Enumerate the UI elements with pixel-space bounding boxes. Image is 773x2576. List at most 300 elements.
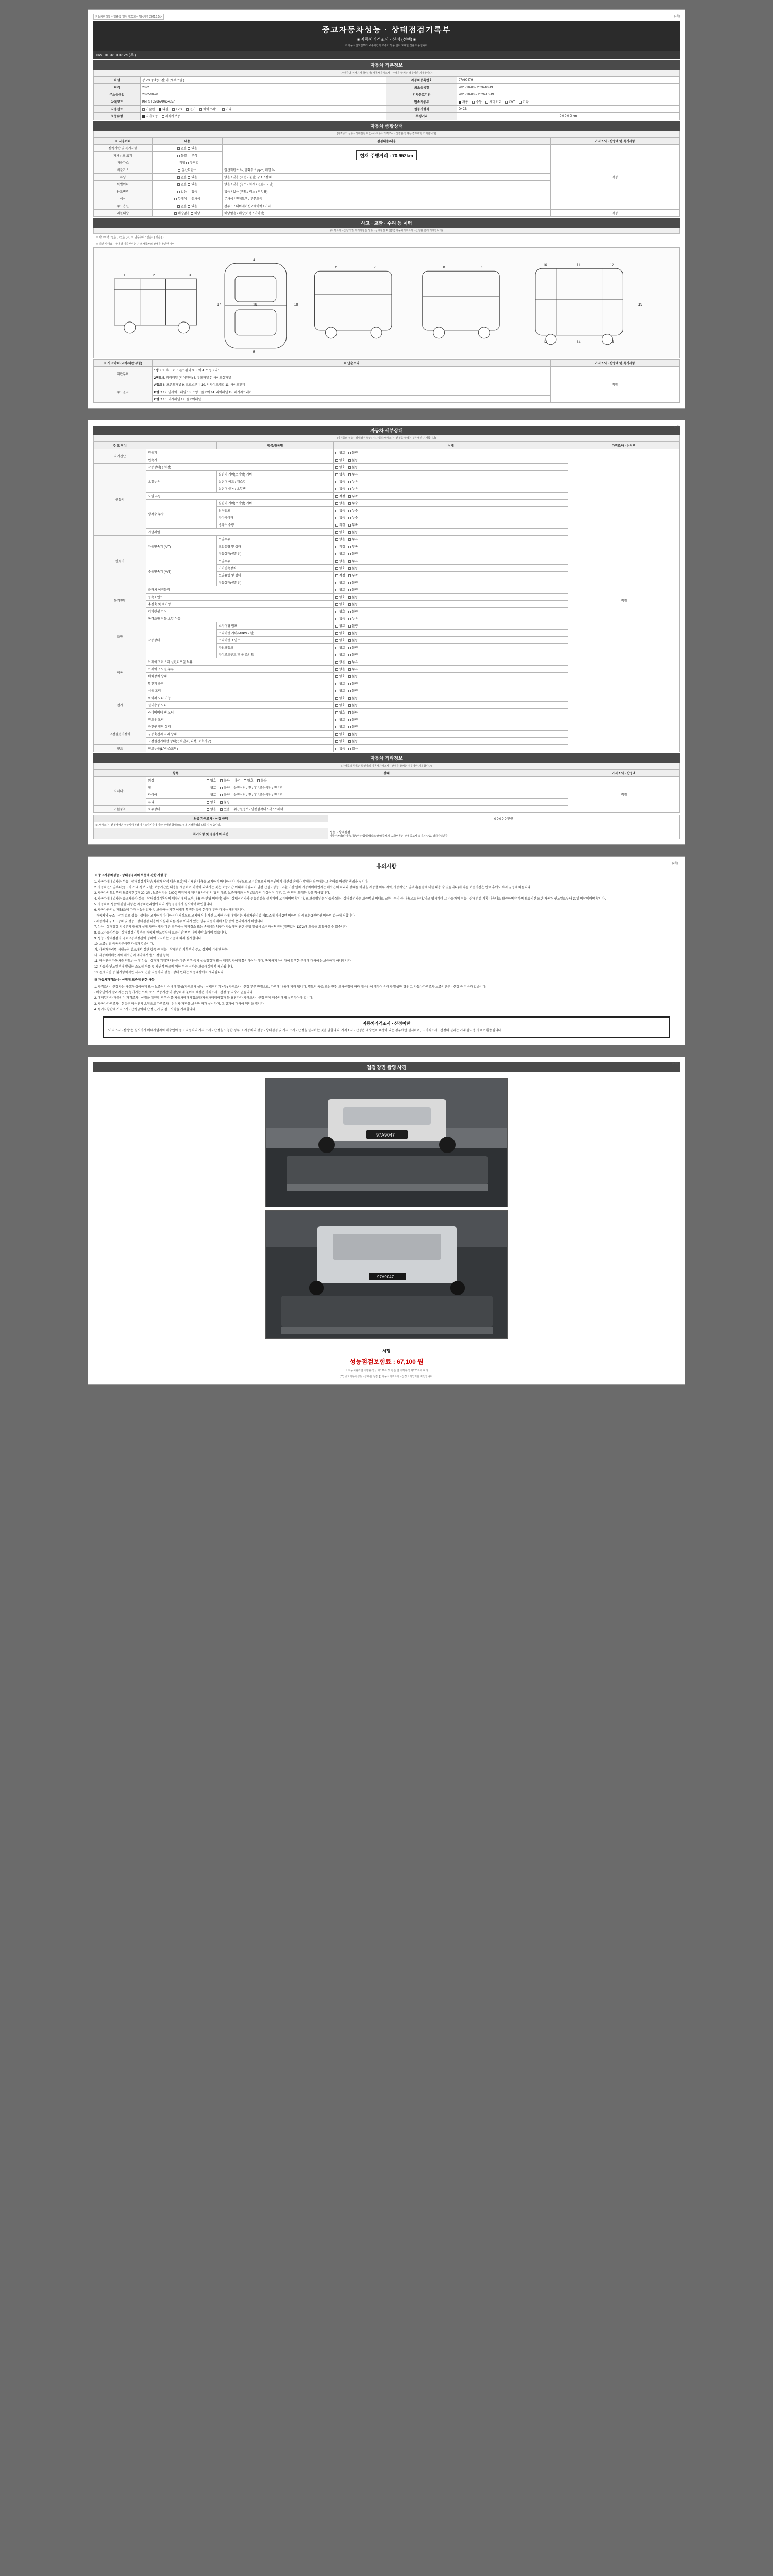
page-number-1: (1쪽) <box>674 15 680 18</box>
state-option[interactable]: 양호 <box>335 703 345 707</box>
special-note-value <box>328 828 679 839</box>
sub-coolant-quantity: 냉각수 수량 <box>216 521 333 529</box>
rank-label: 1랭크 <box>154 369 162 372</box>
state-option[interactable]: 양호 <box>335 717 345 722</box>
state-option[interactable]: 양호 <box>244 778 254 783</box>
state-option[interactable]: 누유 <box>348 659 358 664</box>
checkbox-icon[interactable] <box>191 212 193 215</box>
state-option[interactable]: 불량 <box>348 739 358 743</box>
state-option[interactable]: 양호 <box>335 645 345 650</box>
svg-text:7: 7 <box>374 266 376 270</box>
state-option[interactable]: 적정 <box>335 494 345 498</box>
state-option[interactable]: 양호 <box>335 530 345 534</box>
state-cell <box>334 658 568 666</box>
checkbox-icon[interactable] <box>186 162 189 164</box>
label-vin: 차체코드 <box>94 98 141 106</box>
item-brake-master-leak: 브레이크 마스터 실린더오일 누유 <box>146 658 334 666</box>
state-option[interactable]: 양호 <box>335 587 345 592</box>
state-cell <box>334 644 568 651</box>
checkbox-icon[interactable] <box>177 191 180 193</box>
state-option[interactable]: 불량 <box>348 457 358 462</box>
state-option[interactable]: 불량 <box>220 785 230 790</box>
transmission-option[interactable]: 자동 <box>459 99 468 104</box>
row-content: 해당없음 해당 <box>152 210 222 217</box>
state-option[interactable]: 양호 <box>207 785 216 790</box>
checkbox-icon <box>348 719 351 721</box>
state-cell <box>334 543 568 550</box>
state-cell <box>334 586 568 594</box>
checkbox-icon <box>348 560 351 563</box>
wheel-positions: 운전석전 / 전 / 후 / 조수석전 / 전 / 후 <box>233 787 283 790</box>
list-item: 4. 특기사항란에 가격조사 · 산정금액의 산정 근거 및 참고사항을 기재합니다. <box>94 1008 196 1011</box>
checkbox-icon[interactable] <box>178 169 180 172</box>
label-car-name: 차명 <box>94 77 141 84</box>
state-option[interactable]: 불량 <box>348 645 358 650</box>
state-option[interactable]: 불량 <box>348 638 358 642</box>
header-simple-repair: ※ 단순수리 <box>152 360 550 367</box>
row-label-inspection: 산정기반 및 특기사항 <box>94 145 153 152</box>
state-option[interactable]: 불량 <box>348 631 358 635</box>
item-alternator-output: 발전기 출력 <box>146 680 334 687</box>
state-cell <box>205 777 568 784</box>
svg-text:8: 8 <box>443 266 445 270</box>
state-cell <box>205 806 568 813</box>
checkbox-icon <box>335 639 338 642</box>
state-option[interactable]: 불량 <box>348 732 358 736</box>
state-option[interactable]: 양호 <box>335 724 345 729</box>
state-cell <box>205 791 568 799</box>
row-label-vin-mark: 자체번호 표기 <box>94 152 153 159</box>
list-item: 6. 자동차관리법 제58조에 따라 성능점검자 및 보증하는 기간 이내에 발생한 것에 한하며 부품 대체는 제외합니다. <box>94 909 245 912</box>
state-option[interactable]: 불량 <box>348 566 358 570</box>
state-option[interactable]: 양호 <box>335 457 345 462</box>
group-engine: 원동기 <box>94 464 146 536</box>
document-title: 중고자동차성능 · 상태점검기록부 <box>322 26 451 35</box>
checkbox-icon <box>348 488 351 490</box>
state-option[interactable]: 없음 <box>335 479 345 484</box>
state-option[interactable]: 불량 <box>348 587 358 592</box>
table-row <box>94 815 680 822</box>
table-row <box>94 145 680 152</box>
other-info-table <box>93 769 680 813</box>
label-engine-type: 원동기형식 <box>386 106 457 113</box>
state-option[interactable]: 불량 <box>348 724 358 729</box>
state-option[interactable]: 누수 <box>348 501 358 505</box>
state-option[interactable]: 양호 <box>335 732 345 736</box>
state-option[interactable]: 없음 <box>335 659 345 664</box>
value-registration-date: 2022-10-20 <box>140 91 386 98</box>
state-option[interactable]: 불량 <box>220 800 230 804</box>
checkbox-icon[interactable] <box>176 162 178 164</box>
fuel-option[interactable]: LPG <box>172 108 182 111</box>
row-detail: 무채색 / 전체도색 / 부분도색 <box>223 195 551 202</box>
list-item: 3. 자동차가격조사 · 산정은 매수인의 요청으로 가격조사 · 산정자 자격을 보유한 자가 실시하며, 그 결과에 대하여 책임을 집니다. <box>94 1002 265 1006</box>
table-row <box>94 84 680 91</box>
checkbox-icon <box>335 589 338 591</box>
value-fuel <box>140 106 386 113</box>
state-option[interactable]: 양호 <box>335 739 345 743</box>
state-option[interactable]: 누수 <box>348 508 358 513</box>
checkbox-icon <box>142 108 145 111</box>
checkbox-icon <box>335 618 338 620</box>
tire-positions: 운전석전 / 전 / 후 / 조수석전 / 전 / 후 <box>233 794 283 797</box>
state-option[interactable]: 양호 <box>335 696 345 700</box>
checkbox-icon[interactable] <box>188 147 190 150</box>
warranty-option[interactable]: 자가보증 <box>142 114 158 118</box>
checkbox-icon[interactable] <box>177 155 180 157</box>
state-option[interactable]: 양호 <box>335 631 345 635</box>
state-option[interactable]: 없음 <box>335 508 345 513</box>
item-wiper-motor: 와이퍼 모터 기능 <box>146 694 334 702</box>
checkbox-icon <box>348 726 351 728</box>
state-option[interactable]: 양호 <box>335 551 345 556</box>
checkbox-icon <box>348 661 351 664</box>
group-electrical: 전기 <box>94 687 146 723</box>
checkbox-icon <box>335 538 338 541</box>
checkbox-icon <box>335 603 338 606</box>
inspection-fee: 성능점검보험료 : 67,100 원 <box>349 1358 424 1365</box>
state-option[interactable]: 불량 <box>348 696 358 700</box>
list-item: 가. 자동차관리법 시행규칙 별표에서 정한 항목 중 성능 · 상태점검 기록부의 주요 장치에 기재된 항목 <box>94 948 228 952</box>
checkbox-icon <box>186 108 189 111</box>
state-option[interactable]: 양호 <box>335 652 345 657</box>
header-other-item: 항목 <box>146 770 205 777</box>
checkbox-icon <box>348 697 351 700</box>
checkbox-checked-icon <box>459 101 461 104</box>
state-option[interactable]: 불량 <box>348 609 358 614</box>
price-note-cell: 적정 <box>550 145 679 210</box>
checkbox-icon <box>348 683 351 685</box>
state-option[interactable]: 불량 <box>348 623 358 628</box>
checkbox-icon[interactable] <box>188 176 190 179</box>
item-brake-oil-leak: 브레이크 오일 누유 <box>146 666 334 673</box>
svg-text:97A9047: 97A9047 <box>376 1132 395 1138</box>
state-option[interactable]: 누유 <box>348 667 358 671</box>
item-transmission-diag: 변속기 <box>146 456 334 464</box>
state-option[interactable]: 부족 <box>348 494 358 498</box>
state-option[interactable]: 불량 <box>220 792 230 797</box>
checkbox-icon <box>348 654 351 656</box>
checkbox-icon <box>505 101 508 104</box>
item-engine-diag: 원동기 <box>146 449 334 456</box>
state-option[interactable]: 양호 <box>335 710 345 715</box>
state-option[interactable]: 없음 <box>335 558 345 563</box>
checkbox-icon <box>348 473 351 476</box>
detail-price-note: 적정 <box>568 449 679 752</box>
checkbox-icon <box>207 779 209 782</box>
header-other-state: 상태 <box>205 770 568 777</box>
checkbox-icon <box>348 668 351 671</box>
state-option[interactable]: 양호 <box>335 602 345 606</box>
state-option[interactable]: 없음 <box>335 472 345 477</box>
state-option[interactable]: 없음 <box>335 537 345 541</box>
state-option[interactable]: 없음 <box>335 667 345 671</box>
row-rank-a <box>152 381 550 388</box>
sub-mt-operation: 작동상태(공회전) <box>216 579 333 586</box>
section-basic-info-note: (자격증명 기재기재 확인(서) 자동차가격조사 · 산정을 함께는 경우에만 기재합니다) <box>93 70 680 76</box>
state-option[interactable]: 불량 <box>348 595 358 599</box>
state-option[interactable]: 적정 <box>335 544 345 549</box>
item-fuel-leak: 연료누출(LP가스포함) <box>146 745 334 752</box>
checkbox-icon[interactable] <box>174 212 177 215</box>
checkbox-icon <box>348 546 351 548</box>
checkbox-icon <box>348 582 351 584</box>
state-option[interactable]: 있음 <box>220 807 230 811</box>
other-price-note: 적정 <box>568 777 679 813</box>
state-option[interactable]: 누유 <box>348 479 358 484</box>
definition-text: "가격조사 · 산정"은 실시기가 매매사업자와 매수인이 중고 자동차의 가격 조사 · 산정을 요청한 경우 그 자동차의 성능 · 상태점검 및 가격 조사 · 산정을 실시하는 것을 말합니다. 가격조사 · 산정은 매수인의 요청이 있는 경우에만 실시하며, 그 가격조사 · 산정의 결과는 거래 참고용 자료로 활용됩니다. <box>108 1029 502 1032</box>
row-detail: 선루프 / 내비게이션 / 에어백 / 기타 <box>223 202 551 210</box>
checkbox-icon <box>335 690 338 692</box>
fuel-option[interactable]: 가솔린 <box>142 107 155 111</box>
state-option[interactable]: 양호 <box>335 674 345 679</box>
item-starter-motor: 시동 모터 <box>146 687 334 694</box>
rank-label: A랭크 <box>154 384 162 387</box>
header-sub-item: 항목/항목명 <box>216 442 333 449</box>
value-mileage: 0 0 0 0 0 km <box>457 113 679 120</box>
checkbox-icon <box>519 101 522 104</box>
state-cell <box>205 784 568 791</box>
state-option[interactable]: 누유 <box>348 537 358 541</box>
checkbox-icon[interactable] <box>177 147 180 150</box>
checkbox-icon <box>348 466 351 469</box>
item-drive-shaft: 추진축 및 베어링 <box>146 601 334 608</box>
row-label-color: 색상 <box>94 195 153 202</box>
sub-at-oil-leak: 오일누유 <box>216 536 333 543</box>
fuel-option[interactable]: 디젤 <box>159 107 169 111</box>
checkbox-icon <box>335 625 338 628</box>
state-option[interactable]: 양호 <box>207 800 216 804</box>
checkbox-icon <box>335 466 338 469</box>
notices-subtitle-1: ※ 중고자동차성능 · 상태점검자의 보증에 관한 사항 등 <box>94 874 167 877</box>
state-option[interactable]: 불량 <box>348 602 358 606</box>
checkbox-icon[interactable] <box>188 205 190 208</box>
checkbox-icon <box>207 787 209 789</box>
list-item: 5. 자동차의 성능에 관한 사항은 자동차관리법에 따라 성능점검자가 실시하여 확인합니다. <box>94 903 213 907</box>
state-option[interactable]: 양호 <box>335 623 345 628</box>
state-option[interactable]: 불량 <box>348 551 358 556</box>
state-option[interactable]: 적정 <box>335 573 345 578</box>
item-exterior: 외장 <box>146 777 205 784</box>
state-option[interactable]: 양호 <box>207 778 216 783</box>
checkbox-icon <box>207 808 209 811</box>
state-option[interactable]: 누유 <box>348 486 358 491</box>
state-option[interactable]: 불량 <box>348 674 358 679</box>
document-code-label: No <box>96 54 102 57</box>
row-content: 없음 있음 <box>152 188 222 195</box>
state-option[interactable]: 누유 <box>348 558 358 563</box>
svg-text:5: 5 <box>253 350 255 354</box>
row-detail: 없음 / 있음 (침수 / 화재 / 전손 / 도난) <box>223 181 551 188</box>
item-blower-motor: 실내송풍 모터 <box>146 702 334 709</box>
checkbox-icon <box>335 748 338 750</box>
state-cell <box>334 493 568 500</box>
checkbox-icon <box>348 632 351 635</box>
state-option[interactable]: 불량 <box>220 778 230 783</box>
state-option[interactable]: 불량 <box>348 580 358 585</box>
state-option[interactable]: 없음 <box>335 616 345 621</box>
label-interior: 내장 <box>233 779 240 783</box>
state-option[interactable]: 불량 <box>348 688 358 693</box>
checkbox-icon <box>348 574 351 577</box>
state-option[interactable]: 양호 <box>335 681 345 686</box>
checkbox-icon[interactable] <box>174 198 177 200</box>
page-number-2: (2쪽) <box>674 426 680 429</box>
state-option[interactable]: 불량 <box>348 530 358 534</box>
list-item: - 자동차의 구조 · 장치 및 성능 · 상태점검 내용이 사실과 다른 경우 이의가 있는 경우 자동차매매조합 등에 문의하시기 바랍니다. <box>94 920 264 924</box>
state-option[interactable]: 불량 <box>348 652 358 657</box>
value-warranty-type <box>140 113 386 120</box>
detail-condition-table <box>93 442 680 752</box>
checkbox-icon <box>335 488 338 490</box>
checkbox-icon[interactable] <box>177 183 180 186</box>
fuel-option[interactable]: 기타 <box>222 107 232 111</box>
state-option[interactable]: 불량 <box>348 703 358 707</box>
transmission-option[interactable]: 수동 <box>472 99 482 104</box>
list-item: 12. 자동차 인도일부터 발생한 소모성 부품 및 자연적 마모에 의한 성능 저하는 보증대상에서 제외됩니다. <box>94 965 233 969</box>
state-option[interactable]: 누유 <box>348 616 358 621</box>
state-option[interactable]: 누유 <box>348 472 358 477</box>
section-other-note: (자격증의 항목은 확인자의 자동차가격조사 · 산정을 함께는 경우에만 기재합니다) <box>93 763 680 769</box>
state-option[interactable]: 양호 <box>335 688 345 693</box>
state-option[interactable]: 부족 <box>348 522 358 527</box>
state-option[interactable]: 없음 <box>335 746 345 751</box>
state-option[interactable]: 불량 <box>348 465 358 469</box>
checkbox-icon <box>348 625 351 628</box>
item-clutch-assembly: 클러치 어셈블리 <box>146 586 334 594</box>
item-cv-joint: 등속조인트 <box>146 594 334 601</box>
checkbox-icon <box>335 704 338 707</box>
checkbox-icon <box>485 101 488 104</box>
list-item: 1. 자동차매매업자는 성능 · 상태점검기록부(자동차 산정 내용 포함)에 기재된 내용을 고지하지 아니하거나 거짓으로 고지함으로써 매수인에게 재산상 손해가 발생한 경우에는 그 손해를 배상할 책임을 집니다. <box>94 880 369 884</box>
checkbox-icon <box>207 794 209 796</box>
state-option[interactable]: 양호 <box>335 595 345 599</box>
fuel-option[interactable]: 하이브리드 <box>199 107 218 111</box>
state-option[interactable]: 양호 <box>335 609 345 614</box>
label-fuel: 사용연료 <box>94 106 141 113</box>
checkbox-icon <box>335 574 338 577</box>
state-option[interactable]: 누수 <box>348 515 358 520</box>
section-overall-condition-note: (자격증의 성능 · 상태점검 확인(서) 자동차가격조사 · 산정을 함께는 경우에만 기재합니다) <box>93 131 680 137</box>
checkbox-icon <box>335 697 338 700</box>
checkbox-icon <box>348 510 351 512</box>
transmission-option[interactable]: CVT <box>505 101 515 104</box>
value-engine-type: D4CB <box>457 106 679 113</box>
checkbox-icon <box>222 108 225 111</box>
page-number-4: (4쪽) <box>672 1062 678 1065</box>
state-option[interactable]: 부족 <box>348 573 358 578</box>
state-cell <box>334 702 568 709</box>
row-label-usage-change: 용도변경 <box>94 188 153 195</box>
state-option[interactable]: 양호 <box>335 580 345 585</box>
checkbox-icon <box>348 704 351 707</box>
item-booster-state: 배력장치 상태 <box>146 673 334 680</box>
checkbox-checked-icon <box>159 108 161 111</box>
state-option[interactable]: 양호 <box>335 450 345 455</box>
table-row <box>94 91 680 98</box>
table-row <box>94 822 680 828</box>
group-transmission: 변속기 <box>94 536 146 586</box>
notices-list-2 <box>94 985 679 1012</box>
value-inspection-validity: 2025-10-00 ~ 2026-10-19 <box>457 91 679 98</box>
state-option[interactable]: 적정 <box>335 522 345 527</box>
final-price-value: 0 0 0 0 0 만원 <box>328 815 679 822</box>
item-battery-isolation: 구동축전지 격리 상태 <box>146 731 334 738</box>
list-item: - 자동차의 구조 · 장치 별로 성능 · 상태를 고지하지 아니하거나 거짓으로 고지하거나 거짓 고지한 자에 대해서는 자동차관리법 제80조에 따라 2년 이하의 징역 또는 2천만원 이하의 벌금에 처합니다. <box>94 914 356 918</box>
state-option[interactable]: 양호 <box>335 465 345 469</box>
checkbox-icon[interactable] <box>188 198 190 200</box>
price-note-cell: 적정 <box>550 210 679 217</box>
transmission-option[interactable]: 기타 <box>519 99 529 104</box>
state-option[interactable]: 양호 <box>207 792 216 797</box>
footnote-line-1: 「 자동차관리법 시행규칙 」 제120조 및 같은 법 시행규칙 제120조에 따라 <box>345 1369 428 1372</box>
value-plate-number: 97A90479 <box>457 77 679 84</box>
checkbox-icon <box>335 531 338 534</box>
state-cell <box>334 745 568 752</box>
transmission-option[interactable]: 세미오토 <box>485 99 501 104</box>
state-option[interactable]: 불량 <box>348 710 358 715</box>
state-option[interactable]: 부족 <box>348 544 358 549</box>
state-option[interactable]: 불량 <box>257 778 267 783</box>
document-code-value: 0036900329(주) <box>103 54 137 57</box>
fuel-option[interactable]: 전기 <box>186 107 196 111</box>
row-rank-1 <box>152 367 550 374</box>
list-item: 8. 중고자동차성능 · 상태점검기록부는 자동차 인도일부터 보증기간 범위 내에서만 효력이 있습니다. <box>94 931 227 935</box>
state-option[interactable]: 불량 <box>348 681 358 686</box>
state-option[interactable]: 양호 <box>335 566 345 570</box>
table-row <box>94 449 680 456</box>
sub-rocker-cover: 실린더 커버(로커암) 커버 <box>216 471 333 478</box>
state-option[interactable]: 불량 <box>348 450 358 455</box>
checkbox-icon <box>335 611 338 613</box>
checkbox-icon[interactable] <box>177 176 180 179</box>
checkbox-icon <box>348 603 351 606</box>
row-content: 없음 있음 <box>152 174 222 181</box>
item-idle-state: 작동상태(공회전) <box>146 464 334 471</box>
state-cell <box>334 471 568 478</box>
svg-text:19: 19 <box>638 302 643 307</box>
item-basic-items-holding: 보유상태 <box>146 806 205 813</box>
header-other-price: 가격조사 · 산정액 <box>568 770 679 777</box>
state-option[interactable]: 있음 <box>348 746 358 751</box>
checkbox-icon <box>335 668 338 671</box>
checkbox-icon <box>335 733 338 736</box>
checkbox-icon[interactable] <box>188 183 190 186</box>
state-option[interactable]: 없음 <box>207 807 216 811</box>
checkbox-icon[interactable] <box>177 205 180 208</box>
checkbox-icon[interactable] <box>188 155 190 157</box>
checkbox-icon <box>348 711 351 714</box>
state-cell <box>334 572 568 579</box>
checkbox-icon[interactable] <box>188 191 190 193</box>
state-option[interactable]: 양호 <box>335 638 345 642</box>
sub-mt-oil-level: 오일유량 및 상태 <box>216 572 333 579</box>
sub-rocker-cover-coolant: 실린더 커버(로커암) 커버 <box>216 500 333 507</box>
state-option[interactable]: 불량 <box>348 717 358 722</box>
warranty-option[interactable]: 제작사보증 <box>162 114 180 118</box>
row-label-emission-value: 배출가스 <box>94 166 153 174</box>
row-content: 없음 있음 <box>152 202 222 210</box>
state-option[interactable]: 없음 <box>335 515 345 520</box>
svg-text:1: 1 <box>123 274 126 278</box>
state-cell <box>334 456 568 464</box>
checkbox-icon <box>348 748 351 750</box>
state-option[interactable]: 없음 <box>335 486 345 491</box>
inspection-photo-1 <box>265 1078 508 1207</box>
state-option[interactable]: 없음 <box>335 501 345 505</box>
header-price-note: 가격조사 · 산정액 및 특기사항 <box>550 138 679 145</box>
table-row <box>94 106 680 113</box>
